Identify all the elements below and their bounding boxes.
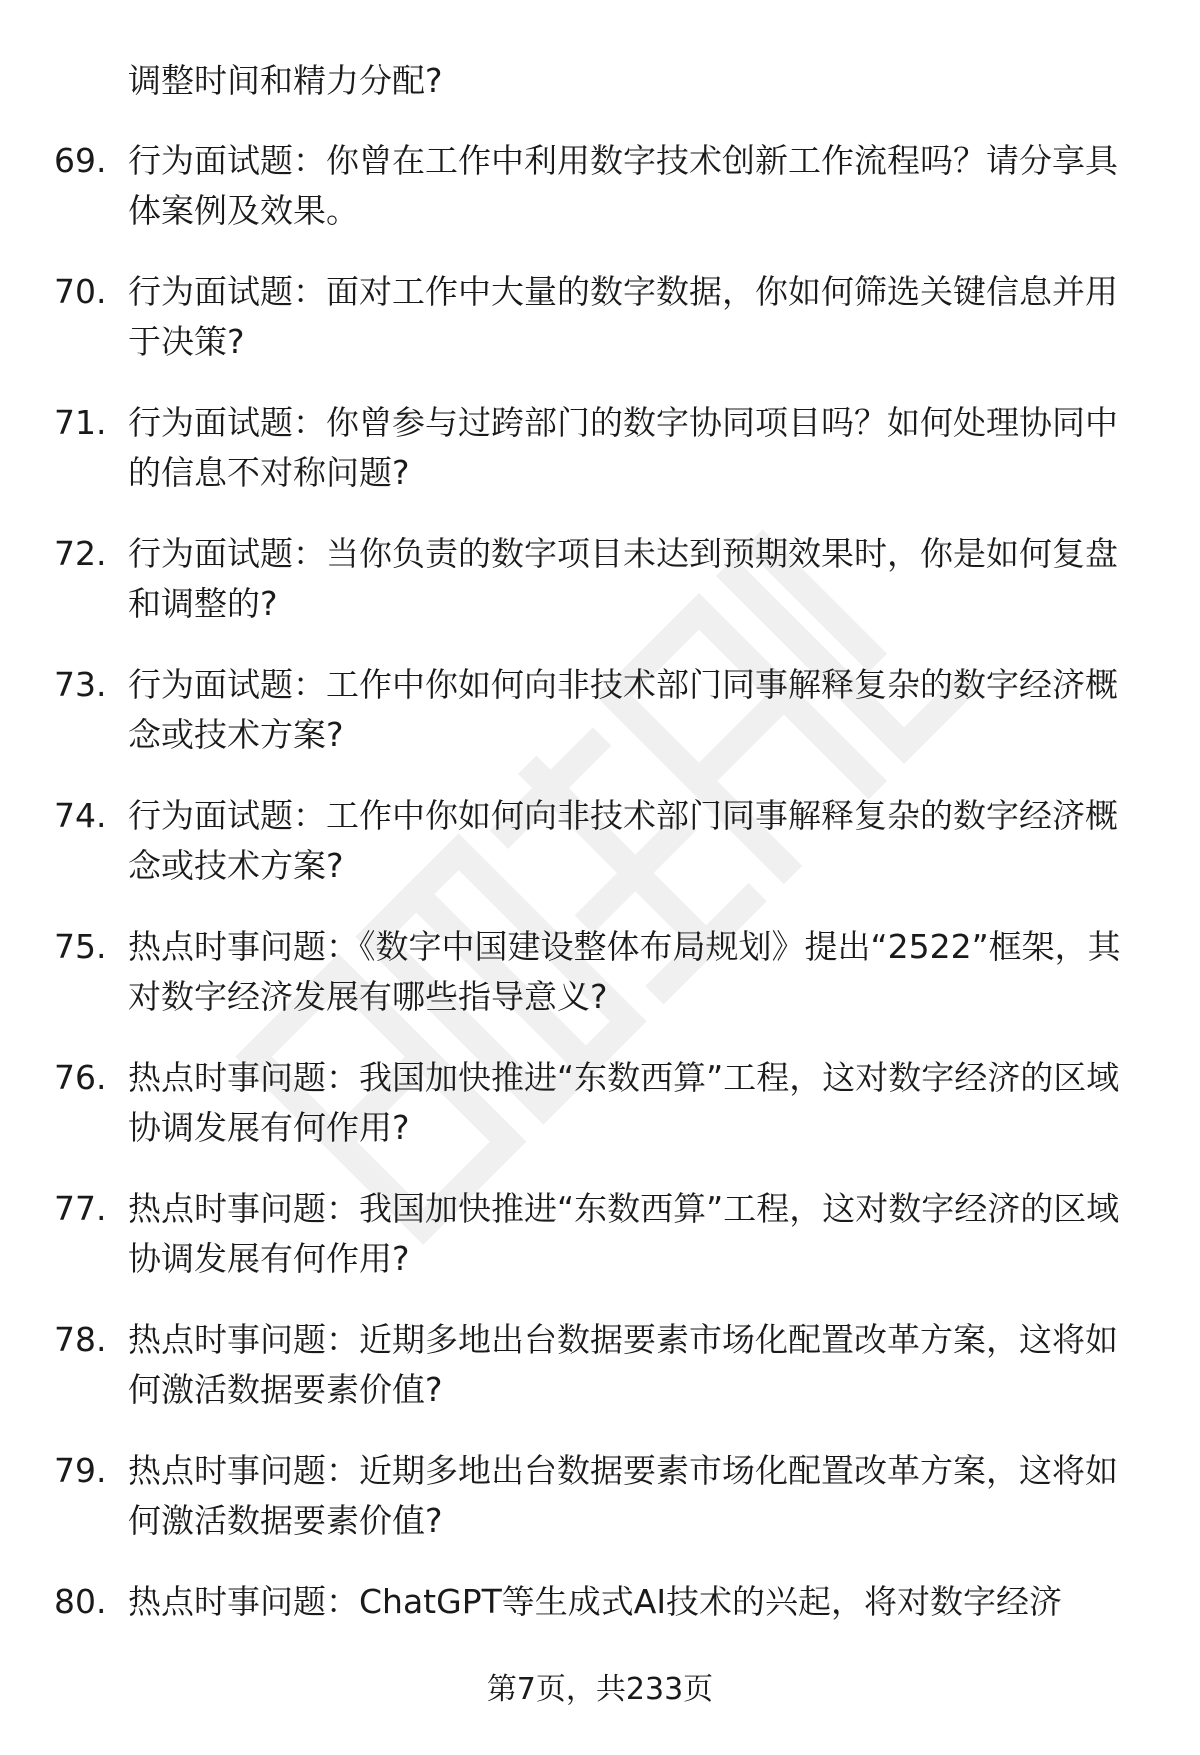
list-item xyxy=(0,1053,1200,1153)
item-number: 77. xyxy=(54,1189,107,1228)
list-item xyxy=(0,267,1200,367)
item-text: 行为面试题：你曾参与过跨部门的数字协同项目吗？如何处理协同中的信息不对称问题? xyxy=(128,403,1118,492)
item-text: 热点时事问题：近期多地出台数据要素市场化配置改革方案，这将如何激活数据要素价值? xyxy=(128,1451,1118,1540)
item-text: 热点时事问题：近期多地出台数据要素市场化配置改革方案，这将如何激活数据要素价值? xyxy=(128,1320,1118,1409)
item-text: 行为面试题：工作中你如何向非技术部门同事解释复杂的数字经济概念或技术方案? xyxy=(128,665,1118,754)
list-item xyxy=(0,660,1200,760)
item-number: 70. xyxy=(54,272,107,311)
page-footer: 第7页，共233页 xyxy=(486,1672,714,1707)
list-item xyxy=(0,922,1200,1022)
item-number: 78. xyxy=(54,1320,107,1359)
item-number: 75. xyxy=(54,927,107,966)
item-number: 73. xyxy=(54,665,107,704)
list-item xyxy=(0,1446,1200,1546)
question-list xyxy=(0,56,1200,1658)
item-number: 72. xyxy=(54,534,107,573)
item-number: 74. xyxy=(54,796,107,835)
list-item xyxy=(0,529,1200,629)
item-number: 79. xyxy=(54,1451,107,1490)
item-text: 行为面试题：你曾在工作中利用数字技术创新工作流程吗？请分享具体案例及效果。 xyxy=(128,141,1118,230)
list-item xyxy=(0,136,1200,236)
item-text: 热点时事问题：我国加快推进“东数西算”工程，这对数字经济的区域协调发展有何作用? xyxy=(128,1189,1120,1278)
item-number: 76. xyxy=(54,1058,107,1097)
item-text: 行为面试题：工作中你如何向非技术部门同事解释复杂的数字经济概念或技术方案? xyxy=(128,796,1118,885)
list-item xyxy=(0,398,1200,498)
item-number: 80. xyxy=(54,1582,107,1621)
item-text: 热点时事问题：我国加快推进“东数西算”工程，这对数字经济的区域协调发展有何作用? xyxy=(128,1058,1120,1147)
item-text: 行为面试题：面对工作中大量的数字数据，你如何筛选关键信息并用于决策? xyxy=(128,272,1118,361)
item-text: 热点时事问题：《数字中国建设整体布局规划》提出“2522”框架，其对数字经济发展有哪些指导意义? xyxy=(128,927,1121,1016)
list-item xyxy=(0,1577,1200,1627)
continued-text: 调整时间和精力分配? xyxy=(128,61,443,100)
list-item xyxy=(0,1315,1200,1415)
list-item xyxy=(0,791,1200,891)
item-text: 热点时事问题：ChatGPT等生成式AI技术的兴起，将对数字经济 xyxy=(128,1582,1063,1621)
list-item xyxy=(0,1184,1200,1284)
item-number: 69. xyxy=(54,141,107,180)
item-number: 71. xyxy=(54,403,107,442)
item-text: 行为面试题：当你负责的数字项目未达到预期效果时，你是如何复盘和调整的? xyxy=(128,534,1118,623)
